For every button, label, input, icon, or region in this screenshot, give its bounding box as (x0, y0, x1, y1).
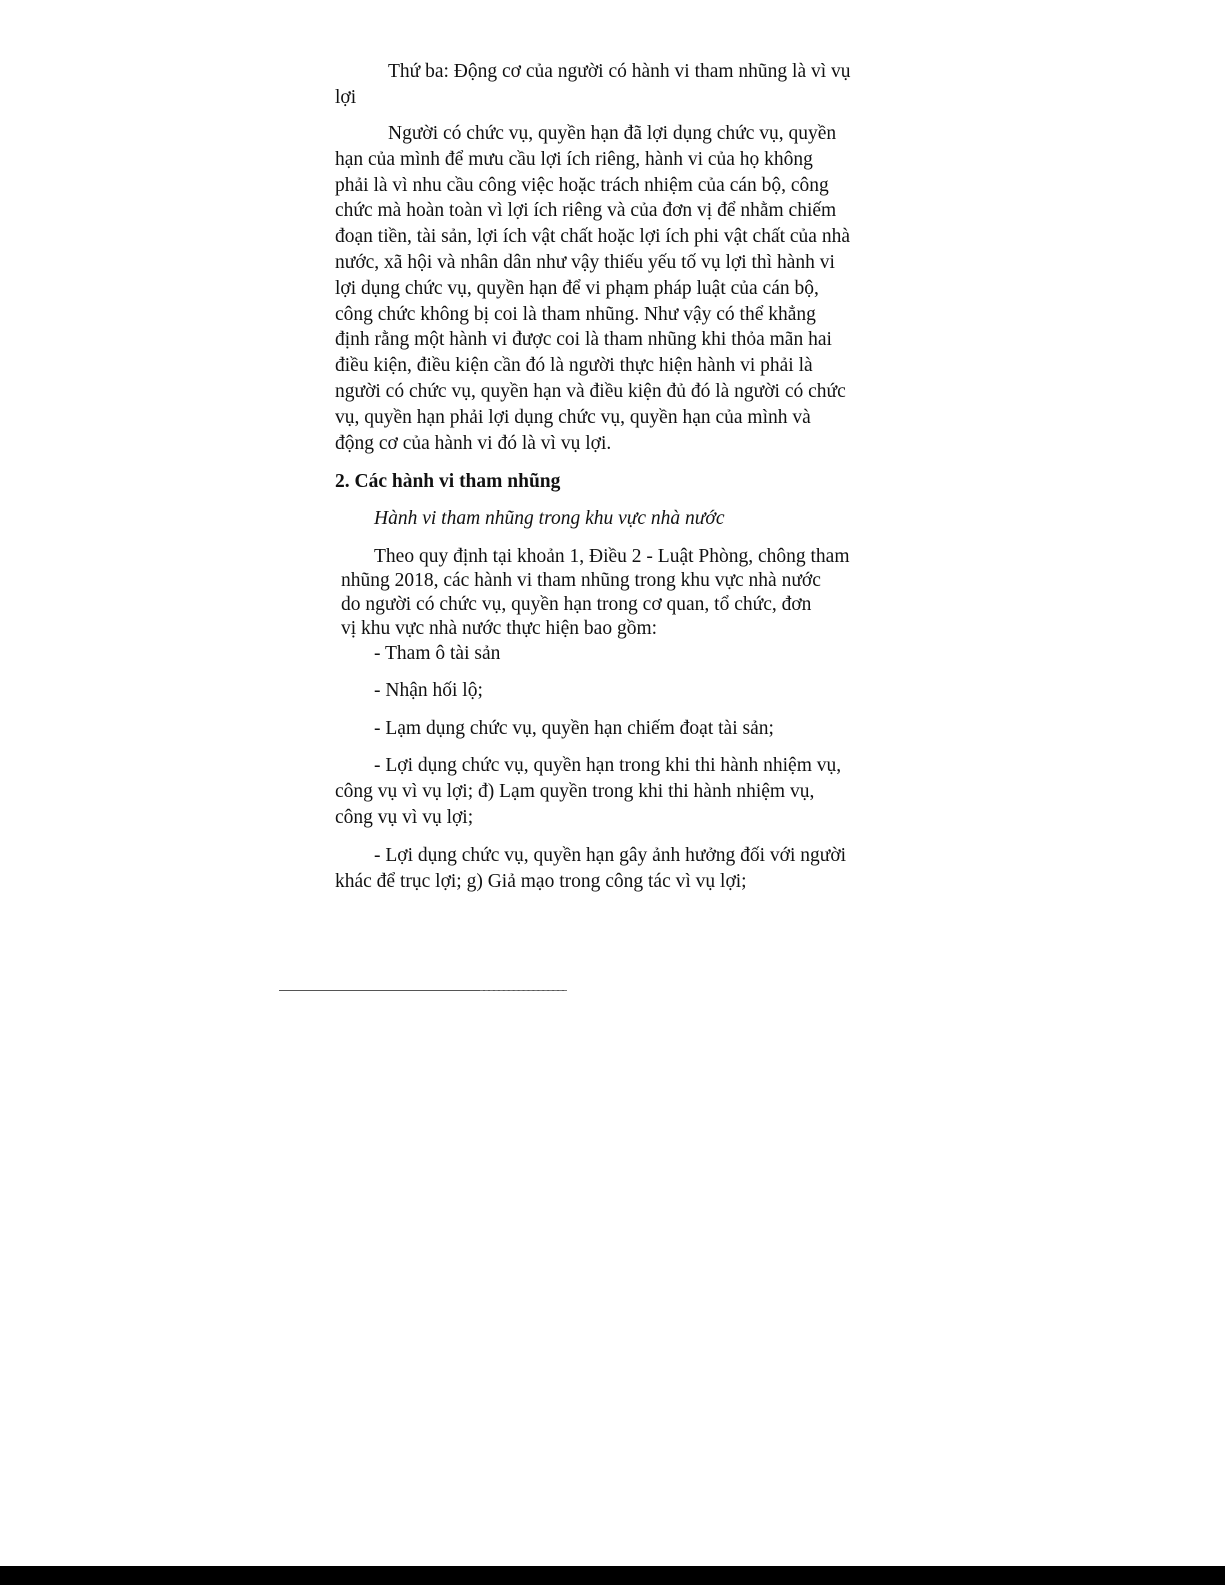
list-item-loi-dung-1 (335, 753, 841, 831)
paragraph-nguoi-co-chuc-vu (335, 121, 850, 456)
list-item-nhan-hoi-lo: - Nhận hối lộ; (374, 680, 483, 701)
text-line: định rằng một hành vi được coi là tham nhũng khi thỏa mãn hai (335, 329, 832, 351)
list-item-tham-o: - Tham ô tài sản (374, 643, 501, 664)
text-line: Theo quy định tại khoản 1, Điều 2 - Luật Phòng, chông tham (374, 546, 850, 567)
paragraph-thu-ba (335, 59, 851, 111)
text-line: - Lợi dụng chức vụ, quyền hạn gây ảnh hưởng đối với người (374, 845, 847, 866)
text-line: chức mà hoàn toàn vì lợi ích riêng và của đơn vị để nhằm chiếm (335, 200, 837, 222)
text-line: nhũng 2018, các hành vi tham nhũng trong khu vực nhà nước (341, 570, 821, 591)
text-line: khác để trục lợi; g) Giả mạo trong công tác vì vụ lợi; (335, 871, 747, 892)
page-bottom-edge (0, 1566, 1225, 1585)
list-item-loi-dung-2 (335, 843, 846, 895)
text-line: hạn của mình để mưu cầu lợi ích riêng, hành vi của họ không (335, 148, 813, 170)
text-line: người có chức vụ, quyền hạn và điều kiện đủ đó là người có chức (335, 380, 846, 402)
text-line: vị khu vực nhà nước thực hiện bao gồm: (341, 618, 658, 639)
text-line: công chức không bị coi là tham nhũng. Như vậy có thể khẳng (335, 303, 816, 325)
subsection-heading: Hành vi tham nhũng trong khu vực nhà nước (374, 508, 725, 529)
text-line: Người có chức vụ, quyền hạn đã lợi dụng chức vụ, quyền (388, 123, 837, 144)
text-line: công vụ vì vụ lợi; (335, 807, 474, 828)
text-line: đoạn tiền, tài sản, lợi ích vật chất hoặc lợi ích phi vật chất của nhà (335, 226, 850, 248)
text-line: - Lợi dụng chức vụ, quyền hạn trong khi thi hành nhiệm vụ, (374, 755, 842, 776)
text-line: Thứ ba: Động cơ của người có hành vi tham nhũng là vì vụ (388, 61, 851, 82)
text-line: điều kiện, điều kiện cần đó là người thực hiện hành vi phải là (335, 355, 813, 377)
section-heading: 2. Các hành vi tham nhũng (335, 471, 561, 492)
text-line: phải là vì nhu cầu công việc hoặc trách nhiệm của cán bộ, công (335, 174, 829, 196)
footnote-separator-dashed (480, 990, 567, 991)
text-line: nước, xã hội và nhân dân như vậy thiếu yếu tố vụ lợi thì hành vi (335, 251, 835, 273)
text-line: lợi dụng chức vụ, quyền hạn để vi phạm pháp luật của cán bộ, (335, 277, 819, 299)
text-line: động cơ của hành vi đó là vì vụ lợi. (335, 432, 612, 454)
text-line: công vụ vì vụ lợi; đ) Lạm quyền trong khi thi hành nhiệm vụ, (335, 781, 815, 802)
text-line: vụ, quyền hạn phải lợi dụng chức vụ, quyền hạn của mình và (335, 406, 811, 428)
paragraph-theo-quy-dinh (341, 545, 850, 641)
text-line: do người có chức vụ, quyền hạn trong cơ quan, tổ chức, đơn (341, 594, 812, 615)
list-item-lam-dung: - Lạm dụng chức vụ, quyền hạn chiếm đoạt tài sản; (374, 718, 774, 739)
text-line: lợi (335, 87, 357, 108)
